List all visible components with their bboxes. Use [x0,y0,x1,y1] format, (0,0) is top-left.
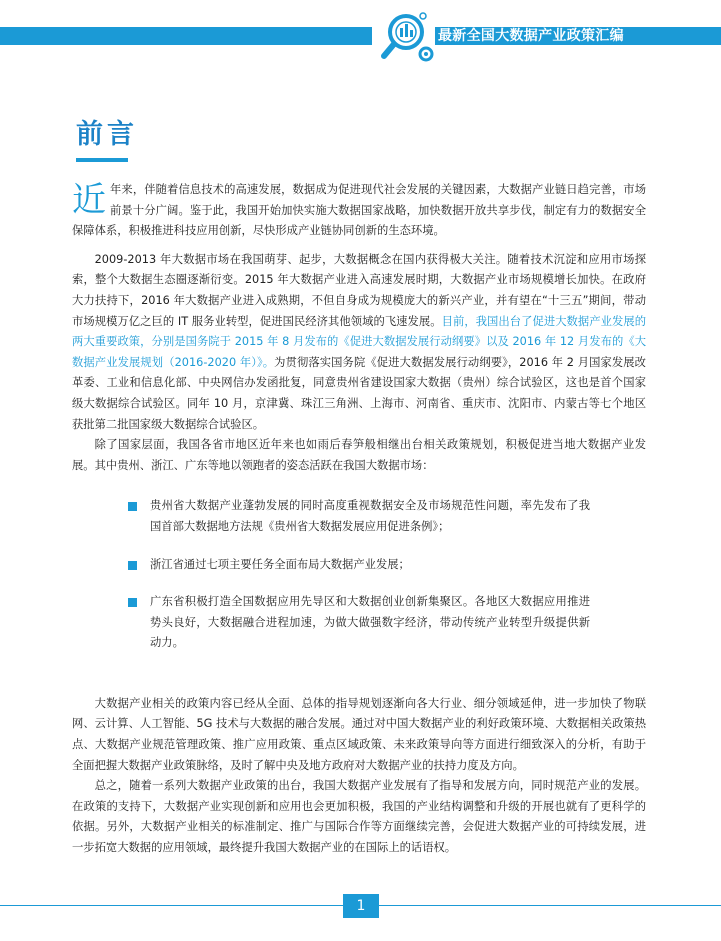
bullet-item [128,496,590,537]
bullet-item [128,555,590,576]
magnifier-gear-logo-icon [376,8,438,66]
intro-text: 年来，伴随着信息技术的高速发展，数据成为促进现代社会发展的关键因素，大数据产业链日趋完善，市场前景十分广阔。鉴于此，我国开始加快实施大数据国家战略，加快数据开放共享步伐，制定有力的数据安全保障体系，积极推进科技应用创新，尽快形成产业链协同创新的生态环境。 [72,183,646,238]
bullet-square-icon [128,502,137,511]
paragraph-2 [72,250,646,435]
bullet-text: 贵州省大数据产业蓬勃发展的同时高度重视数据安全及市场规范性问题，率先发布了我国首部大数据地方法规《贵州省大数据发展应用促进条例》； [150,499,590,533]
bullet-item [128,592,590,654]
paragraph-3: 除了国家层面，我国各省市地区近年来也如雨后春笋般相继出台相关政策规划，积极促进当地大数据产业发展。其中贵州、浙江、广东等地以领跑者的姿态活跃在我国大数据市场： [72,438,646,472]
page-title: 前言 [76,119,138,150]
paragraph-5: 总之，随着一系列大数据产业政策的出台，我国大数据产业发展有了指导和发展方向，同时规范产业的发展。在政策的支持下，大数据产业实现创新和应用也会更加积极，我国的产业结构调整和升级的开展也就有了更科学的依据。另外，大数据产业相关的标准制定、推广与国际合作等方面继续完善，会促进大数据产业的可持续发展，进一步拓宽大数据的应用领域，最终提升我国大数据产业的在国际上的话语权。 [72,779,646,855]
intro-paragraph [72,180,646,242]
main-content [72,180,646,859]
header-title: 最新全国大数据产业政策汇编 [438,28,624,44]
paragraph-2-text-a: 2009-2013 年大数据市场在我国萌芽、起步，大数据概念在国内获得极大关注。随着技术沉淀和应用市场探索，整个大数据生态圈逐渐衍变。2015 年大数据产业进入高速发展时期，大数据产业市场规模增长加快。在政府大力扶持下，2016 年大数据产业进入成熟期，不但自身成为规模庞大的新兴产业，并有望在“十三五”期间，带动市场规模万亿之巨的 IT 服务业转型，促进国民经济其他领域的飞速发展。 [72,252,646,328]
bullet-text: 广东省积极打造全国数据应用先导区和大数据创业创新集聚区。各地区大数据应用推进势头良好，大数据融合进程加速，为做大做强数字经济，带动传统产业转型升级提供新动力。 [150,595,590,650]
bullet-text: 浙江省通过七项主要任务全面布局大数据产业发展； [150,557,410,571]
bullet-square-icon [128,561,137,570]
bullet-square-icon [128,598,137,607]
page-number: 1 [343,894,379,918]
paragraph-4: 大数据产业相关的政策内容已经从全面、总体的指导规划逐渐向各大行业、细分领域延伸，进一步加快了物联网、云计算、人工智能、5G 技术与大数据的融合发展。通过对中国大数据产业的利好政策环境、大数据相关政策热点、大数据产业规范管理政策、推广应用政策、重点区域政策、未来政策导向等方面进行细致深入的分析，有助于全面把握大数据产业政策脉络，及时了解中央及地方政府对大数据产业的扶持力度及方向。 [72,696,646,772]
header-bar-left [0,27,372,45]
paragraph-2-highlight: 目前，我国出台了促进大数据产业发展的两大重要政策，分别是国务院于 2015 年 8 月发布的《促进大数据发展行动纲要》以及 2016 年 12 月发布的《大数据产业发展规划（2016-2020 年）》。 [72,314,646,369]
bullet-list [128,496,646,654]
dropcap: 近 [72,180,106,220]
paragraph-2-text-b: 为贯彻落实国务院《促进大数据发展行动纲要》，2016 年 2 月国家发展改革委、工业和信息化部、中央网信办发函批复，同意贵州省建设国家大数据（贵州）综合试验区，这也是首个国家级大数据综合试验区。同年 10 月，京津冀、珠江三角洲、上海市、河南省、重庆市、沈阳市、内蒙古等七个地区获批第二批国家级大数据综合试验区。 [72,355,646,431]
title-underline [76,158,128,162]
